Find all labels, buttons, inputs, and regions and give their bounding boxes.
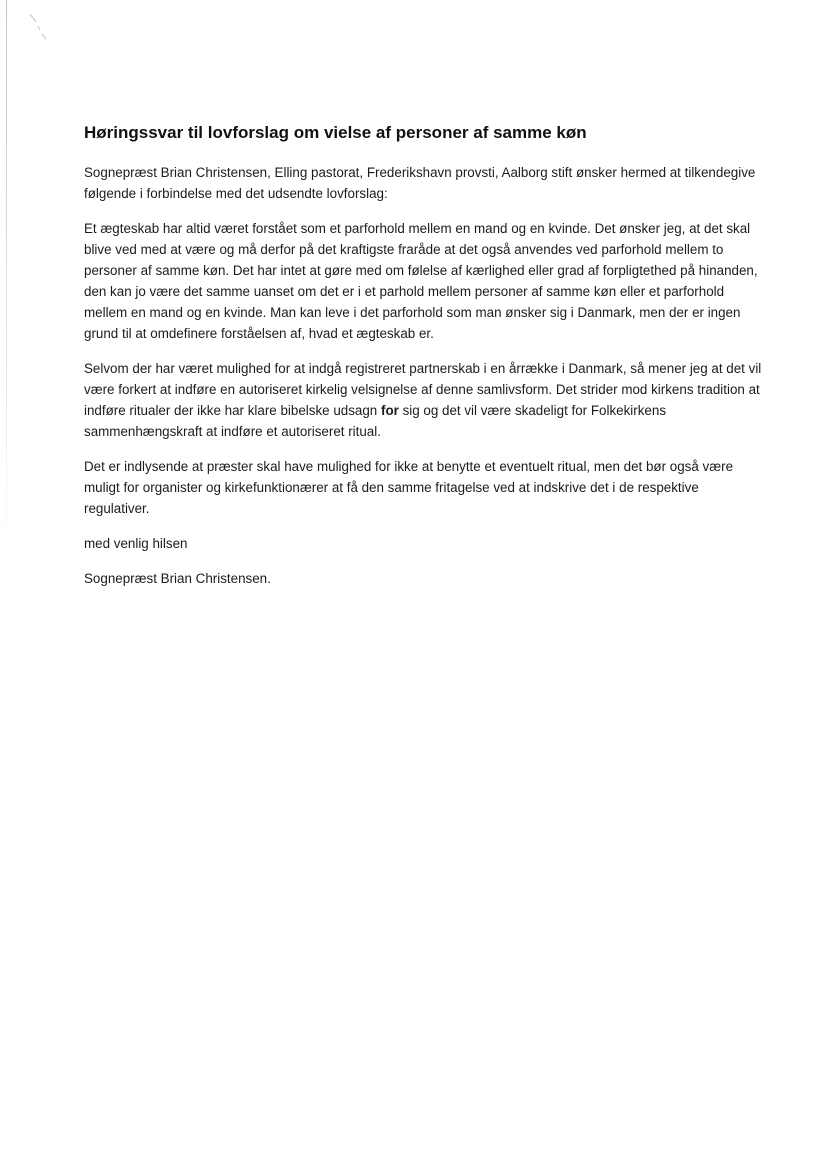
- letter-document: [84, 122, 764, 603]
- body-paragraph-1: Et ægteskab har altid været forstået som et parforhold mellem en mand og en kvinde. Det ønsker jeg, at det skal blive ved med at være og må derfor på det kraftigste fraråde at det også anvendes ved parforhold mellem to personer af samme køn. Det har intet at gøre med om følelse af kærlighed eller grad af forpligtethed på hinanden, den kan jo være det samme uanset om det er i et parhold mellem personer af samme køn eller et parforhold mellem en mand og en kvinde. Man kan leve i det parforhold som man ønsker sig i Danmark, men der er ingen grund til at omdefinere forståelsen af, hvad et ægteskab er.: [84, 221, 758, 341]
- body-paragraph-2: [84, 358, 764, 442]
- intro-paragraph: Sognepræst Brian Christensen, Elling pastorat, Frederikshavn provsti, Aalborg stift ønsker hermed at tilkendegive følgende i forbindelse med det udsendte lovforslag:: [84, 165, 756, 201]
- body-paragraph-2-text-a: Selvom der har været mulighed for at indgå registreret partnerskab i en årrække i Danmark, så mener jeg at det vil være forkert at indføre en autoriseret kirkelig velsignelse af denne samlivsform. Det strider mod kirkens tradition at indføre ritualer der ikke har klare bibelske udsagn: [84, 361, 762, 418]
- body-paragraph-2-bold: for: [380, 403, 399, 418]
- body-paragraph-3: Det er indlysende at præster skal have mulighed for ikke at benytte et eventuelt ritual, men det bør også være muligt for organister og kirkefunktionærer at få den samme fritagelse ved at indskrive det i de respektive regulativer.: [84, 459, 734, 516]
- closing-greeting: med venlig hilsen: [84, 536, 188, 551]
- document-title: Høringssvar til lovforslag om vielse af personer af samme køn: [84, 123, 587, 142]
- scan-edge-line: [6, 0, 7, 560]
- signature: Sognepræst Brian Christensen.: [84, 571, 271, 586]
- scan-artifact-mark: [28, 12, 50, 42]
- body-paragraph-2-text-b: sig og det vil være skadeligt for Folkekirkens sammenhængskraft at indføre et autoriseret ritual.: [84, 403, 667, 439]
